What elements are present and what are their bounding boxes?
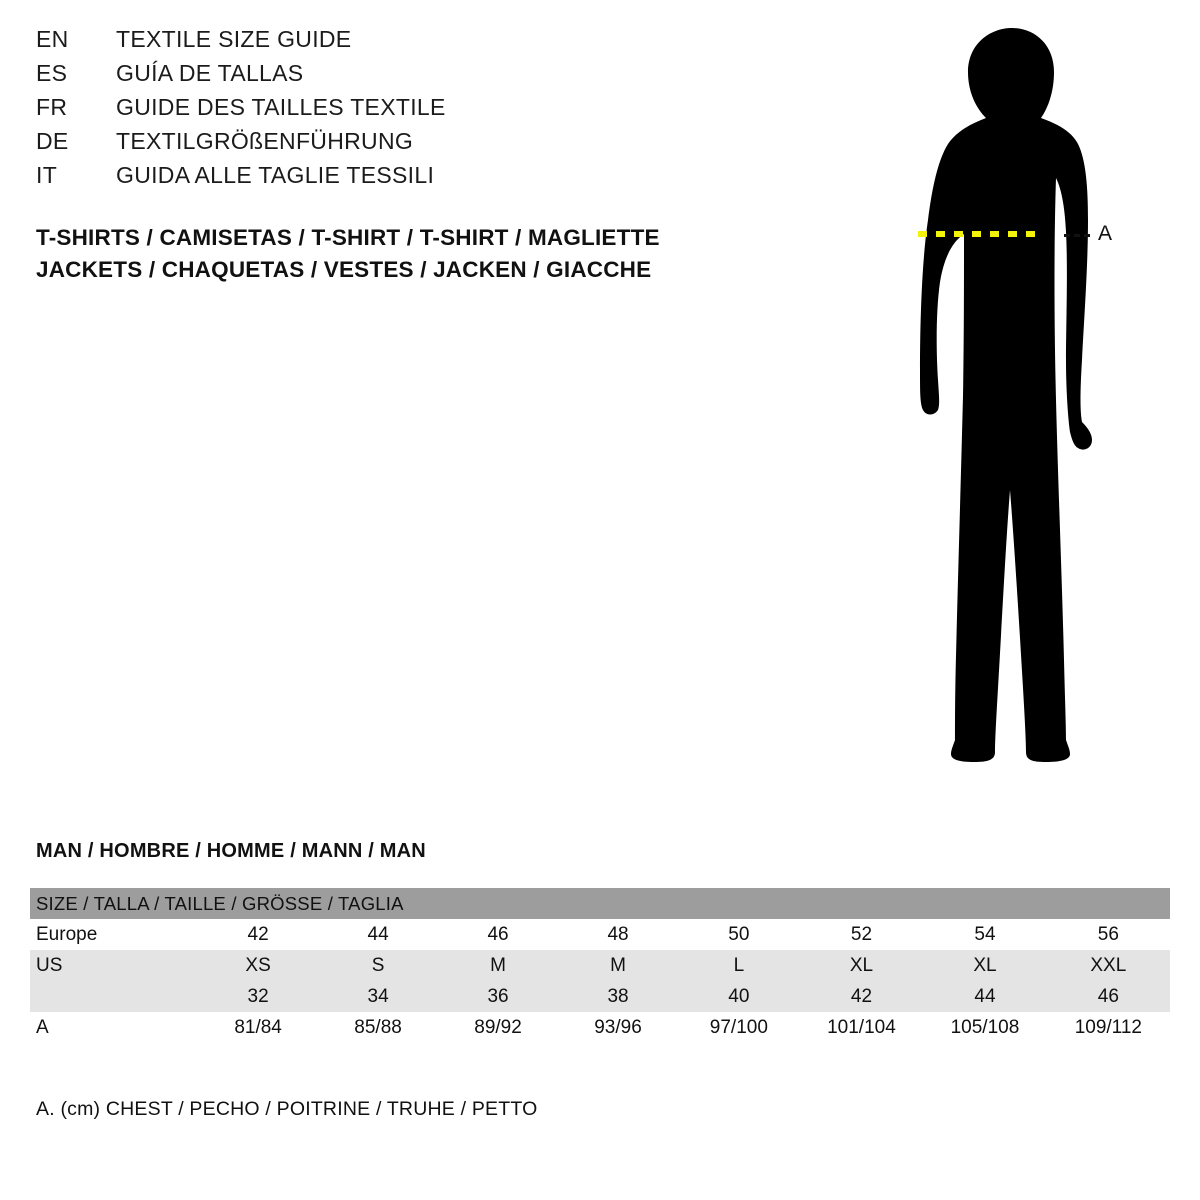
cell-value: 52 [850,923,873,945]
cell-value: XL [973,954,997,976]
row-label: A [36,1016,49,1038]
cell-value: 36 [487,985,509,1007]
category-line-tshirts: T-SHIRTS / CAMISETAS / T-SHIRT / T-SHIRT / MAGLIETTE [36,225,660,250]
cell-value: 42 [247,923,269,945]
language-code: IT [36,162,58,188]
footnote-chest-measure: A. (cm) CHEST / PECHO / POITRINE / TRUHE / PETTO [36,1098,538,1120]
row-label: US [36,954,63,976]
language-title: TEXTILE SIZE GUIDE [116,26,352,52]
cell-value: 101/104 [827,1016,896,1038]
cell-value: 56 [1097,923,1119,945]
size-table [30,888,1170,1043]
language-title: GUÍA DE TALLAS [116,60,304,86]
language-code: DE [36,128,69,154]
body-silhouette-figure [820,20,1180,800]
man-silhouette-icon [820,20,1180,800]
language-code: ES [36,60,68,86]
cell-value: XXL [1090,954,1127,976]
measure-pointer-line [1064,234,1090,237]
language-title: GUIDA ALLE TAGLIE TESSILI [116,162,435,188]
table-row [30,1012,1170,1043]
language-code: FR [36,94,68,120]
cell-value: 89/92 [474,1016,522,1038]
cell-value: XL [849,954,874,976]
cell-value: 46 [1097,985,1119,1007]
language-row [36,26,736,60]
table-header-label: SIZE / TALLA / TAILLE / GRÖSSE / TAGLIA [36,892,404,914]
cell-value: 54 [974,923,996,945]
table-row [30,981,1170,1012]
cell-value: 46 [487,923,509,945]
table-title-man: MAN / HOMBRE / HOMME / MANN / MAN [36,840,426,862]
table-row [30,919,1170,950]
language-row [36,128,736,162]
cell-value: XS [245,954,271,976]
cell-value: 40 [728,985,750,1007]
table-header-row [30,888,1170,919]
cell-value: 81/84 [234,1016,282,1038]
language-row [36,162,736,196]
cell-value: 44 [367,923,389,945]
language-header-block [36,26,736,196]
cell-value: 32 [247,985,269,1007]
cell-value: 42 [850,985,873,1007]
garment-categories [36,222,836,286]
row-label [30,981,198,1012]
measure-label-a: A [1098,222,1113,245]
cell-value: M [490,954,506,976]
cell-value: 105/108 [950,1016,1020,1038]
cell-value: 44 [974,985,996,1007]
cell-value: 50 [728,923,750,945]
cell-value: 85/88 [354,1016,402,1038]
language-title: GUIDE DES TAILLES TEXTILE [116,94,446,120]
language-row [36,60,736,94]
language-code: EN [36,26,69,52]
cell-value: M [610,954,626,976]
row-label: Europe [36,923,98,945]
cell-value: 48 [607,923,629,945]
cell-value: 93/96 [594,1016,642,1038]
cell-value: S [371,954,385,976]
cell-value: 38 [607,985,629,1007]
language-title: TEXTILGRÖßENFÜHRUNG [116,128,414,154]
cell-value: 109/112 [1074,1016,1142,1038]
table-row [30,950,1170,981]
category-line-jackets: JACKETS / CHAQUETAS / VESTES / JACKEN / GIACCHE [36,257,652,282]
cell-value: 34 [367,985,389,1007]
language-row [36,94,736,128]
cell-value: 97/100 [709,1016,768,1038]
cell-value: L [733,954,745,976]
